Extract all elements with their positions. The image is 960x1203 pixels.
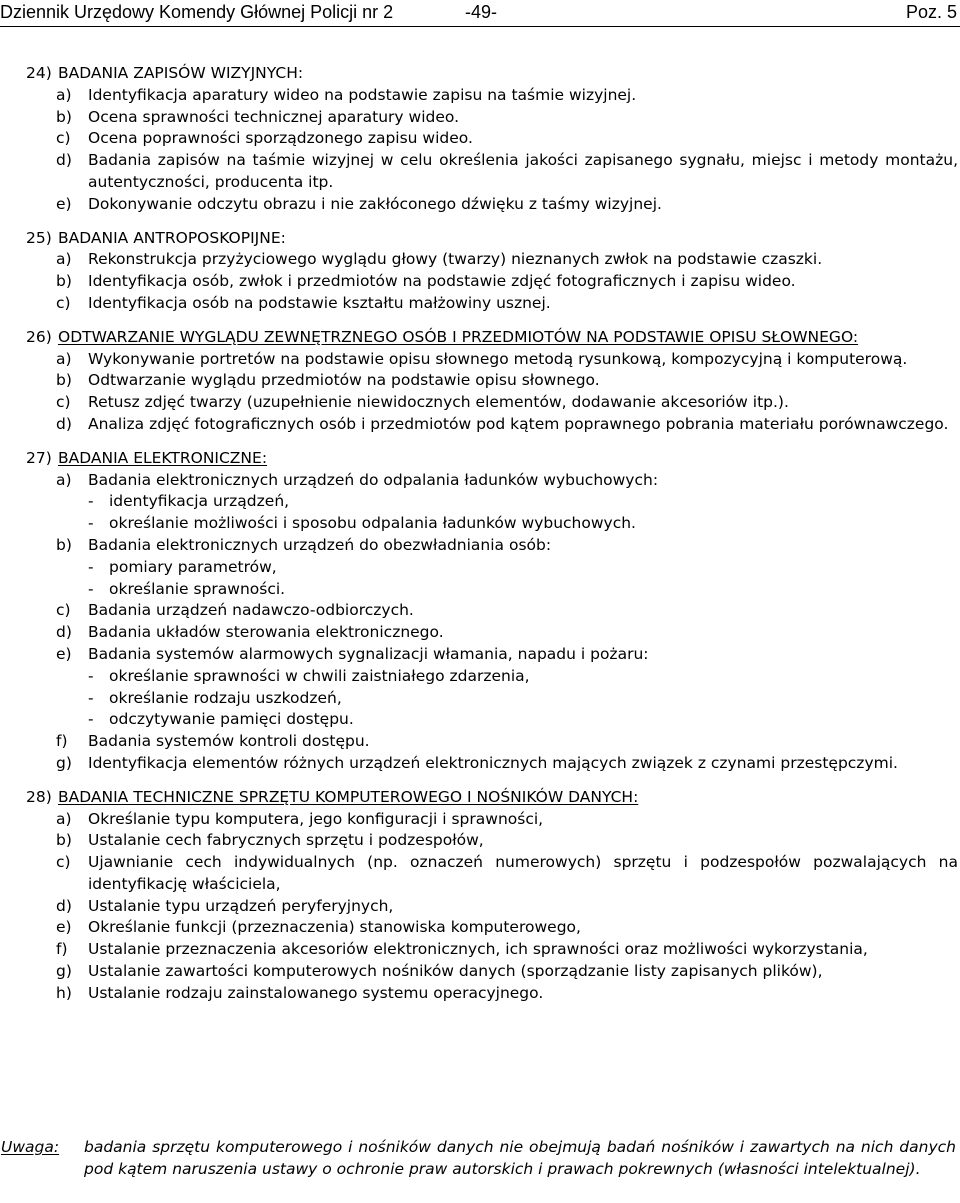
list-item <box>26 249 958 271</box>
sub-item-text: identyfikacja urządzeń, <box>109 492 290 511</box>
document-body <box>26 63 958 1017</box>
item-label: c) <box>56 601 71 620</box>
section <box>26 63 958 216</box>
list-item <box>26 809 958 831</box>
section-heading: BADANIA ANTROPOSKOPIJNE: <box>58 228 286 247</box>
item-label: b) <box>56 107 72 126</box>
journal-title: Dziennik Urzędowy Komendy Głównej Policji nr 2 <box>0 2 394 22</box>
header-rule <box>0 26 960 27</box>
section-title <box>26 63 958 85</box>
sub-item <box>26 557 958 579</box>
list-item <box>26 414 958 436</box>
item-label: e) <box>56 194 72 213</box>
item-label: a) <box>56 250 72 269</box>
item-text: Badania elektronicznych urządzeń do odpalania ładunków wybuchowych: <box>88 470 659 489</box>
item-text: Rekonstrukcja przyżyciowego wyglądu głowy (twarzy) nieznanych zwłok na podstawie czaszki. <box>88 250 823 269</box>
section-number: 28) <box>26 787 52 806</box>
list-item <box>26 622 958 644</box>
item-label: f) <box>56 732 68 751</box>
item-text: Odtwarzanie wyglądu przedmiotów na podstawie opisu słownego. <box>88 371 600 390</box>
dash-bullet: - <box>88 710 94 729</box>
item-text: Ustalanie cech fabrycznych sprzętu i podzespołów, <box>88 831 484 850</box>
sub-item-text: określanie sprawności. <box>109 579 286 598</box>
item-text: Badania systemów kontroli dostępu. <box>88 732 370 751</box>
sub-item-text: określanie sprawności w chwili zaistniałego zdarzenia, <box>109 666 530 685</box>
section-title <box>26 327 958 349</box>
item-text: Ustalanie typu urządzeń peryferyjnych, <box>88 896 394 915</box>
section-number: 24) <box>26 64 52 82</box>
dash-bullet: - <box>88 579 94 598</box>
item-label: a) <box>56 85 72 104</box>
list-item <box>26 150 958 194</box>
item-label: b) <box>56 831 72 850</box>
note-label: Uwaga: <box>1 1138 60 1156</box>
section <box>26 787 958 1005</box>
list-item <box>26 852 958 896</box>
item-text: Ustalanie rodzaju zainstalowanego systemu operacyjnego. <box>88 983 544 1002</box>
position-number: Poz. 5 <box>905 2 957 22</box>
dash-bullet: - <box>88 557 94 576</box>
list-item <box>26 293 958 315</box>
item-text: Identyfikacja aparatury wideo na podstawie zapisu na taśmie wizyjnej. <box>88 85 637 104</box>
item-text: Wykonywanie portretów na podstawie opisu słownego metodą rysunkową, kompozycyjną i komputerową. <box>88 349 908 368</box>
item-text: Ustalanie zawartości komputerowych nośników danych (sporządzanie listy zapisanych plików), <box>88 962 823 981</box>
item-text: Retusz zdjęć twarzy (uzupełnienie niewidocznych elementów, dodawanie akcesoriów itp.). <box>88 393 789 412</box>
item-label: d) <box>56 151 72 170</box>
item-label: d) <box>56 414 72 433</box>
dash-bullet: - <box>88 492 94 511</box>
section-number: 25) <box>26 228 52 247</box>
list-item <box>26 753 958 775</box>
section-heading: BADANIA TECHNICZNE SPRZĘTU KOMPUTEROWEGO I NOŚNIKÓW DANYCH: <box>58 787 639 806</box>
item-text: Badania zapisów na taśmie wizyjnej w celu określenia jakości zapisanego sygnału, miejsc i metody montażu, autentyczności, producenta itp. <box>88 151 958 191</box>
list-item <box>26 830 958 852</box>
section-number: 27) <box>26 448 52 467</box>
list-item <box>26 107 958 129</box>
item-text: Badania systemów alarmowych sygnalizacji włamania, napadu i pożaru: <box>88 644 649 663</box>
list-item <box>26 939 958 961</box>
list-item <box>26 349 958 371</box>
item-text: Ocena poprawności sporządzonego zapisu wideo. <box>88 129 473 148</box>
section-heading: BADANIA ELEKTRONICZNE: <box>58 448 268 467</box>
list-item <box>26 961 958 983</box>
item-text: Określanie typu komputera, jego konfiguracji i sprawności, <box>88 809 544 828</box>
item-text: Ocena sprawności technicznej aparatury wideo. <box>88 107 460 126</box>
page-header <box>0 2 960 26</box>
item-text: Badania urządzeń nadawczo-odbiorczych. <box>88 601 414 620</box>
dash-bullet: - <box>88 688 94 707</box>
section-heading: BADANIA ZAPISÓW WIZYJNYCH: <box>58 64 304 82</box>
item-label: e) <box>56 644 72 663</box>
list-item <box>26 370 958 392</box>
note-text: badania sprzętu komputerowego i nośników danych nie obejmują badań nośników i zawartych na nich danych pod kątem naruszenia ustawy o ochronie praw autorskich i prawach pokrewnych (własności intelektualnej). <box>84 1138 956 1178</box>
sub-item <box>26 579 958 601</box>
item-label: a) <box>56 470 72 489</box>
section-title <box>26 787 958 809</box>
section-title <box>26 228 958 250</box>
item-label: a) <box>56 349 72 368</box>
section-title <box>26 448 958 470</box>
item-text: Określanie funkcji (przeznaczenia) stanowiska komputerowego, <box>88 918 581 937</box>
list-item <box>26 128 958 150</box>
item-label: c) <box>56 853 71 872</box>
item-text: Analiza zdjęć fotograficznych osób i przedmiotów pod kątem poprawnego pobrania materiału porównawczego. <box>88 414 949 433</box>
item-label: g) <box>56 753 72 772</box>
list-item <box>26 535 958 557</box>
list-item <box>26 731 958 753</box>
sub-item-text: pomiary parametrów, <box>109 557 277 576</box>
item-label: g) <box>56 962 72 981</box>
item-text: Ustalanie przeznaczenia akcesoriów elektronicznych, ich sprawności oraz możliwości wykorzystania, <box>88 940 868 959</box>
list-item <box>26 85 958 107</box>
item-text: Ujawnianie cech indywidualnych (np. oznaczeń numerowych) sprzętu i podzespołów pozwalających na identyfikację właściciela, <box>88 853 958 893</box>
sub-item <box>26 491 958 513</box>
item-label: d) <box>56 896 72 915</box>
item-label: c) <box>56 393 71 412</box>
note <box>0 1137 960 1181</box>
list-item <box>26 917 958 939</box>
section-heading: ODTWARZANIE WYGLĄDU ZEWNĘTRZNEGO OSÓB I PRZEDMIOTÓW NA PODSTAWIE OPISU SŁOWNEGO: <box>58 327 859 346</box>
item-label: b) <box>56 371 72 390</box>
dash-bullet: - <box>88 514 94 533</box>
list-item <box>26 470 958 492</box>
item-text: Identyfikacja osób, zwłok i przedmiotów na podstawie zdjęć fotograficznych i zapisu wideo. <box>88 272 796 291</box>
page-number: -49- <box>465 2 498 22</box>
sub-item <box>26 709 958 731</box>
item-label: c) <box>56 293 71 312</box>
item-text: Dokonywanie odczytu obrazu i nie zakłóconego dźwięku z taśmy wizyjnej. <box>88 194 662 213</box>
item-label: b) <box>56 272 72 291</box>
item-text: Badania układów sterowania elektronicznego. <box>88 623 444 642</box>
sub-item-text: określanie możliwości i sposobu odpalania ładunków wybuchowych. <box>109 514 636 533</box>
item-text: Identyfikacja osób na podstawie kształtu małżowiny usznej. <box>88 293 551 312</box>
list-item <box>26 600 958 622</box>
section <box>26 327 958 436</box>
list-item <box>26 194 958 216</box>
item-label: a) <box>56 809 72 828</box>
item-label: h) <box>56 983 72 1002</box>
list-item <box>26 896 958 918</box>
list-item <box>26 644 958 666</box>
list-item <box>26 983 958 1005</box>
dash-bullet: - <box>88 666 94 685</box>
sub-item <box>26 513 958 535</box>
sub-item <box>26 688 958 710</box>
item-label: b) <box>56 535 72 554</box>
item-label: c) <box>56 129 71 148</box>
item-label: d) <box>56 623 72 642</box>
item-text: Badania elektronicznych urządzeń do obezwładniania osób: <box>88 535 552 554</box>
section <box>26 448 958 775</box>
sub-item-text: odczytywanie pamięci dostępu. <box>109 710 354 729</box>
item-label: e) <box>56 918 72 937</box>
sub-item-text: określanie rodzaju uszkodzeń, <box>109 688 342 707</box>
list-item <box>26 392 958 414</box>
section <box>26 228 958 315</box>
item-label: f) <box>56 940 68 959</box>
item-text: Identyfikacja elementów różnych urządzeń elektronicznych mających związek z czynami przestępczymi. <box>88 753 898 772</box>
list-item <box>26 271 958 293</box>
sub-item <box>26 666 958 688</box>
section-number: 26) <box>26 327 52 346</box>
